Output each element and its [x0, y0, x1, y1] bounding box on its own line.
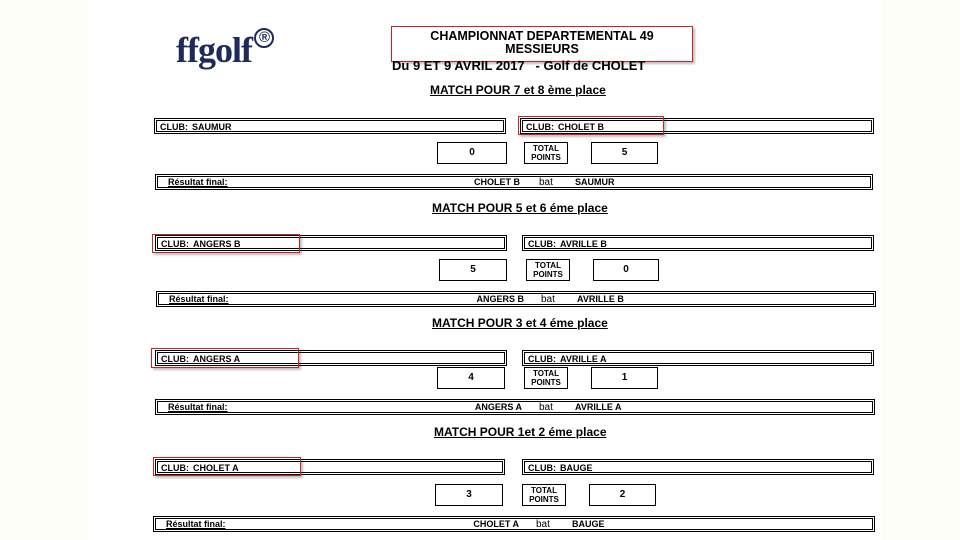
match-title: MATCH POUR 3 et 4 éme place — [432, 316, 608, 330]
club-label: CLUB: — [161, 239, 189, 249]
logo-text: ffgolf — [176, 30, 252, 70]
club-left-box — [157, 237, 505, 249]
result-label: Résultat final: — [169, 294, 229, 304]
club-label: CLUB: — [160, 122, 188, 132]
total-line-2: POINTS — [529, 495, 559, 504]
score-left: 5 — [439, 259, 507, 281]
score-right: 2 — [589, 484, 656, 506]
ffgolf-logo — [176, 29, 269, 70]
result-bat: bat — [541, 294, 555, 305]
total-points-label — [526, 259, 570, 281]
total-points-label — [524, 142, 568, 164]
result-winner: CHOLET A — [473, 519, 519, 529]
result-label: Résultat final: — [168, 177, 228, 187]
club-right-name: BAUGE — [560, 463, 593, 473]
result-loser: BAUGE — [572, 519, 605, 529]
score-right: 1 — [591, 367, 658, 389]
result-loser: AVRILLE A — [575, 402, 622, 412]
result-bat: bat — [539, 177, 553, 188]
result-winner: CHOLET B — [474, 177, 520, 187]
club-right-name: AVRILLE B — [560, 239, 607, 249]
result-loser: SAUMUR — [575, 177, 615, 187]
total-line-2: POINTS — [531, 153, 561, 162]
club-right-box — [524, 352, 872, 364]
result-row — [157, 176, 871, 188]
title-line-2: MESSIEURS — [505, 42, 579, 56]
club-left-name: ANGERS A — [193, 354, 241, 364]
match-title: MATCH POUR 1et 2 éme place — [434, 425, 607, 439]
club-right-box — [522, 120, 872, 132]
club-right-box — [524, 237, 872, 249]
club-label: CLUB: — [161, 354, 189, 364]
club-right-box — [524, 461, 872, 473]
club-left-name: ANGERS B — [193, 239, 241, 249]
total-line-1: TOTAL — [531, 486, 557, 495]
result-row — [155, 518, 873, 530]
score-right: 5 — [591, 142, 658, 164]
club-right-name: AVRILLE A — [560, 354, 607, 364]
score-left: 0 — [437, 142, 507, 164]
score-left: 3 — [435, 484, 503, 506]
match-title: MATCH POUR 5 et 6 éme place — [432, 201, 608, 215]
club-left-box — [157, 352, 505, 364]
result-bat: bat — [539, 402, 553, 413]
score-left: 4 — [437, 367, 505, 389]
result-label: Résultat final: — [168, 402, 228, 412]
club-label: CLUB: — [526, 122, 554, 132]
club-left-box — [157, 461, 503, 473]
club-right-name: CHOLET B — [558, 122, 604, 132]
result-bat: bat — [536, 519, 550, 530]
total-line-1: TOTAL — [533, 369, 559, 378]
result-row — [157, 401, 873, 413]
registered-mark-icon: ® — [254, 28, 274, 48]
result-loser: AVRILLE B — [577, 294, 624, 304]
club-left-name: SAUMUR — [192, 122, 232, 132]
club-label: CLUB: — [528, 354, 556, 364]
total-points-label — [522, 484, 566, 506]
score-right: 0 — [593, 259, 659, 281]
result-winner: ANGERS B — [476, 294, 524, 304]
championship-title — [393, 28, 691, 60]
total-points-label — [524, 367, 568, 389]
title-line-1: CHAMPIONNAT DEPARTEMENTAL 49 — [430, 29, 654, 43]
result-label: Résultat final: — [166, 519, 226, 529]
result-row — [158, 293, 874, 305]
event-subtitle: Du 9 ET 9 AVRIL 2017 - Golf de CHOLET — [392, 58, 646, 73]
result-winner: ANGERS A — [474, 402, 522, 412]
total-line-1: TOTAL — [533, 144, 559, 153]
club-label: CLUB: — [528, 463, 556, 473]
match-title: MATCH POUR 7 et 8 ème place — [430, 83, 606, 97]
total-line-2: POINTS — [531, 378, 561, 387]
club-label: CLUB: — [528, 239, 556, 249]
total-line-1: TOTAL — [535, 261, 561, 270]
club-left-name: CHOLET A — [193, 463, 239, 473]
club-label: CLUB: — [161, 463, 189, 473]
club-left-box — [156, 120, 504, 132]
total-line-2: POINTS — [533, 270, 563, 279]
